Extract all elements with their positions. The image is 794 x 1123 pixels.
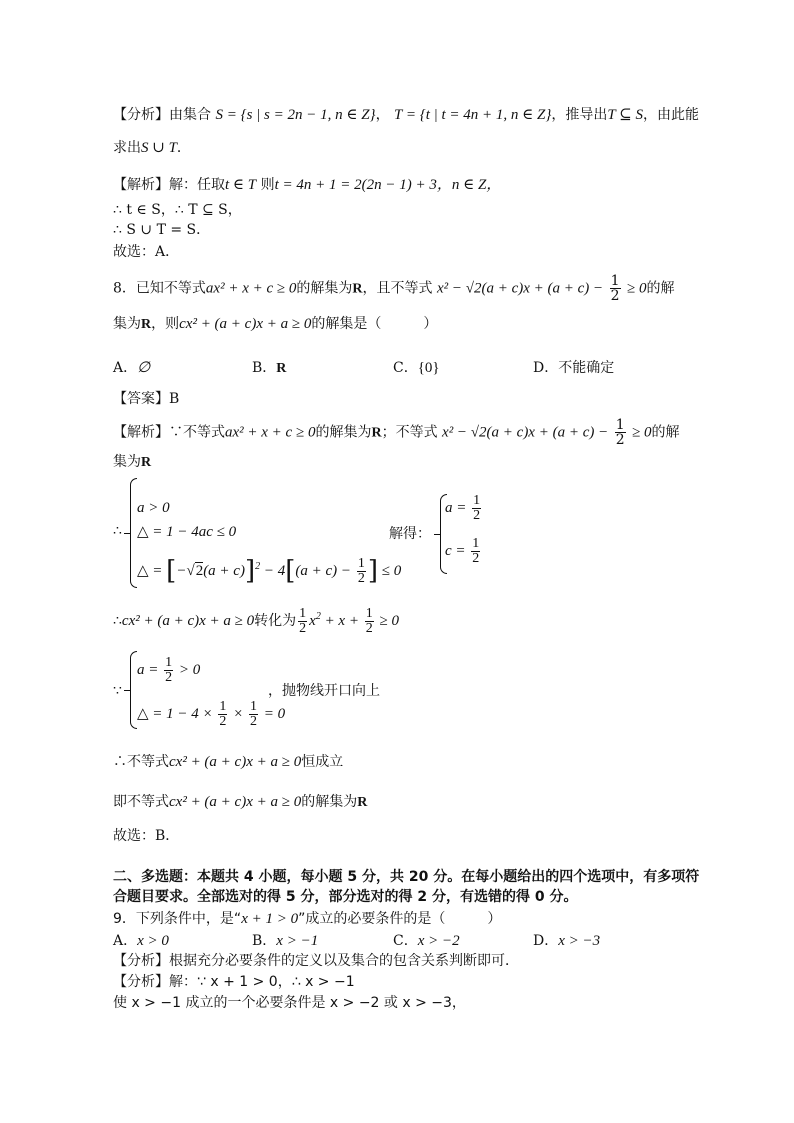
q9-option-b: B．x > −1 (252, 933, 319, 949)
q8-answer: 【答案】B (113, 391, 180, 407)
solution1-line-1: 【解析】解：任取t ∈ T 则t = 4n + 1 = 2(2n − 1) + 3，n ∈ Z， (113, 177, 502, 193)
q9-option-c: C．x > −2 (393, 933, 460, 949)
q8-option-b: B．R (252, 360, 287, 376)
solution8-conversion: ∴cx² + (a + c)x + a ≥ 0转化为 $\frac{1}{2}$ $x^2 + x$ + $\frac{1}{2}$ ≥ 0 (113, 606, 399, 636)
set-T-definition: T = {t | t = 4n + 1, n ∈ Z} (394, 107, 552, 123)
q8-option-d: D．不能确定 (533, 360, 615, 376)
q8-line-1: 8．已知不等式ax² + x + c ≥ 0的解集为R，且不等式 x² − √2(a + c)x + (a + c) − $\frac{1}{2}$ ≥ 0的解 (113, 273, 675, 304)
system-brace-3 (130, 651, 137, 729)
solution1-choice: 故选：A． (113, 244, 180, 260)
solve-label: 解得： (389, 526, 431, 542)
solution1-line-3: ∴ S ∪ T = S． (113, 222, 211, 238)
q9-solution: 【分析】解：∵ x + 1 > 0，∴ x > −1 (113, 974, 355, 990)
analysis-line-1: 【分析】由集合 S = {s | s = 2n − 1, n ∈ Z}， T = {t | t = 4n + 1, n ∈ Z}，推导出T ⊆ S，由此能 (113, 107, 699, 123)
q8-line-2: 集为R，则cx² + (a + c)x + a ≥ 0的解集是（ ） (113, 316, 438, 332)
q8-number: 8． (113, 280, 136, 297)
solution1-line-2: ∴ t ∈ S，∴ T ⊆ S， (113, 202, 242, 218)
q8-options (0, 357, 794, 377)
solution-tag: 【解析】 (113, 177, 169, 193)
q9-option-a: A．x > 0 (113, 933, 169, 949)
system3-eq1: a = $\frac{1}{2}$ > 0 (137, 655, 201, 685)
therefore-symbol: ∴ (113, 523, 122, 539)
section2-heading-line-2: 合题目要求。全部选对的得 5 分，部分选对的得 2 分，有选错的得 0 分。 (113, 889, 578, 905)
solution8-always: ∴不等式cx² + (a + c)x + a ≥ 0恒成立 (113, 754, 344, 770)
q9-analysis: 【分析】根据充分必要条件的定义以及集合的包含关系判断即可． (113, 953, 519, 969)
solution8-hence: 即不等式cx² + (a + c)x + a ≥ 0的解集为R (113, 794, 368, 810)
q9-number: 9． (113, 911, 136, 927)
analysis-line-2: 求出S ∪ T． (113, 140, 191, 156)
set-S-definition: S = {s | s = 2n − 1, n ∈ Z} (215, 107, 376, 123)
q8-option-a: A．∅ (113, 360, 151, 376)
system-brace-1 (130, 478, 137, 588)
q9-question: 9．下列条件中，是“x + 1 > 0”成立的必要条件的是（ ） (113, 911, 502, 927)
parabola-note: ，抛物线开口向上 (268, 683, 380, 699)
system3-eq2: △ = 1 − 4 × $\frac{1}{2}$ × $\frac{1}{2}$ = 0 (137, 699, 286, 729)
section2-heading-line-1: 二、多选题：本题共 4 小题，每小题 5 分，共 20 分。在每小题给出的四个选项中，有多项符 (113, 869, 700, 885)
solution8-line-2: 集为R (113, 454, 152, 470)
system1-eq1: a > 0 (137, 500, 170, 516)
system1-eq3: △ = $[-√2(a + c)]^2 - 4[(a + c)$ − $\frac{1}{2}$ ] ≤ 0 (137, 555, 402, 586)
fraction-half: $\frac{1}{2}$ (610, 273, 620, 304)
system2-eq1: a = $\frac{1}{2}$ (445, 493, 481, 523)
q8-option-c: C．{0} (393, 360, 440, 376)
because-symbol: ∵ (113, 683, 122, 699)
q9-option-d: D．x > −3 (533, 933, 601, 949)
q9-options (0, 930, 794, 950)
system1-eq2: △ = 1 − 4ac ≤ 0 (137, 524, 237, 540)
solution8-line-1: 【解析】∵不等式ax² + x + c ≥ 0的解集为R；不等式 x² − √2(a + c)x + (a + c) − $\frac{1}{2}$ ≥ 0的解 (113, 417, 680, 448)
solution8-choice: 故选：B． (113, 828, 180, 844)
q9-last-line: 使 x > −1 成立的一个必要条件是 x > −2 或 x > −3， (113, 995, 466, 1011)
system2-eq2: c = $\frac{1}{2}$ (445, 536, 480, 566)
analysis-tag: 【分析】 (113, 107, 169, 123)
